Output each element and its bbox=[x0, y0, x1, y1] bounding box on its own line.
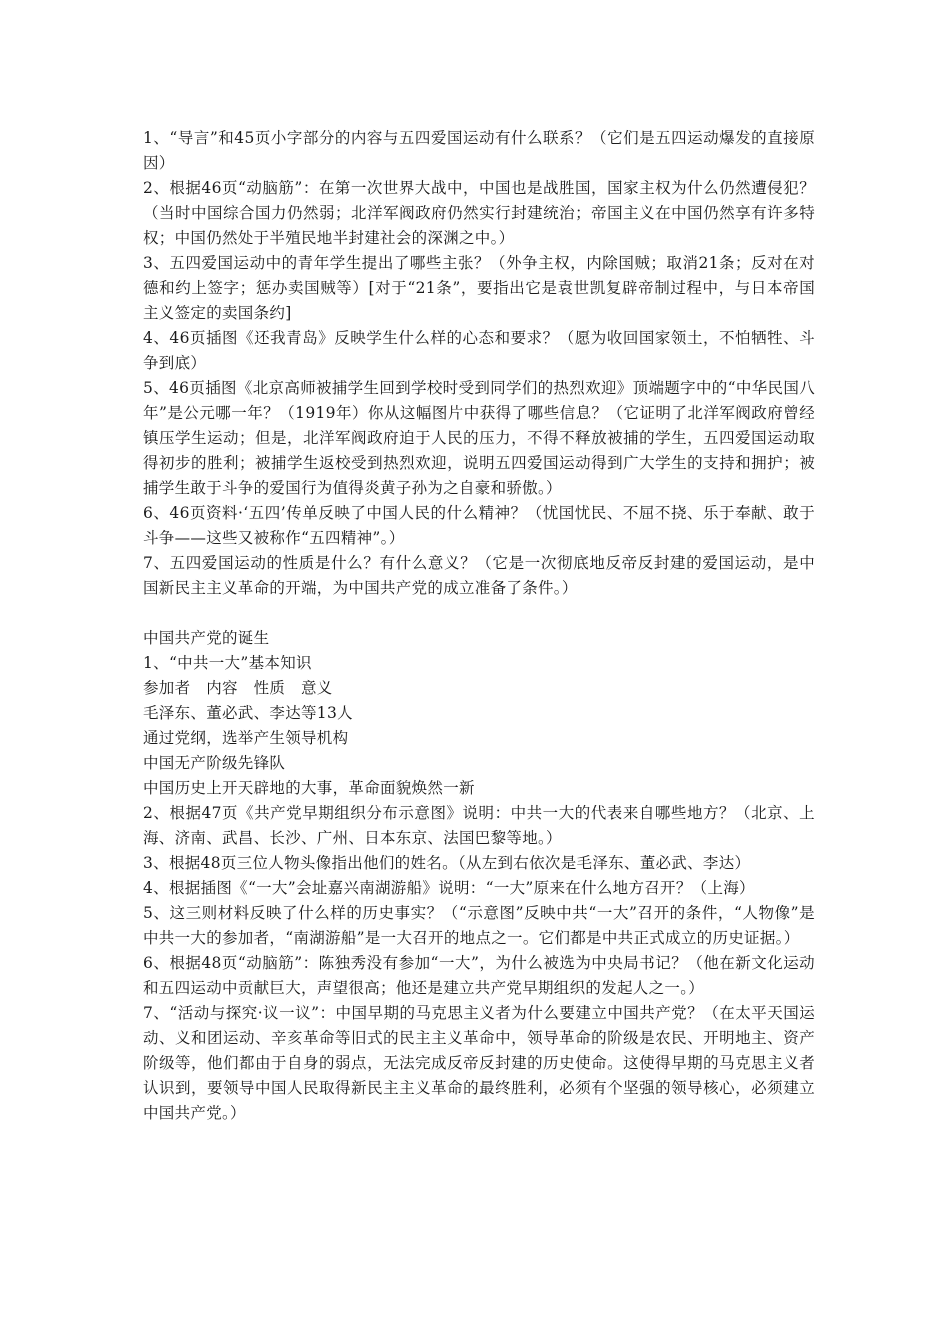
paragraph-s2-9: 4、根据插图《“一大”会址嘉兴南湖游船》说明：“一大”原来在什么地方召开？（上海） bbox=[143, 879, 755, 897]
paragraph-s2-3: 毛泽东、董必武、李达等13人 bbox=[143, 704, 353, 722]
paragraph-s2-6: 中国历史上开天辟地的大事，革命面貌焕然一新 bbox=[143, 779, 475, 797]
paragraph-s2-5: 中国无产阶级先锋队 bbox=[143, 754, 286, 772]
paragraph-s2-7: 2、根据47页《共产党早期组织分布示意图》说明：中共一大的代表来自哪些地方？（北京、上海、济南、武昌、长沙、广州、日本东京、法国巴黎等地。） bbox=[143, 804, 815, 847]
paragraph-s2-10: 5、这三则材料反映了什么样的历史事实？（“示意图”反映中共“一大”召开的条件，“人物像”是中共一大的参加者，“南湖游船”是一大召开的地点之一。它们都是中共正式成立的历史证据。） bbox=[143, 904, 815, 947]
section-title: 中国共产党的诞生 bbox=[143, 629, 270, 647]
paragraph-s2-4: 通过党纲，选举产生领导机构 bbox=[143, 729, 349, 747]
paragraph-s1-1: 1、“导言”和45页小字部分的内容与五四爱国运动有什么联系？（它们是五四运动爆发的直接原因） bbox=[143, 129, 815, 172]
paragraph-s1-3: 3、五四爱国运动中的青年学生提出了哪些主张？（外争主权，内除国贼；取消21条；反对在对德和约上签字；惩办卖国贼等）[对于“21条”，要指出它是袁世凯复辟帝制过程中，与日本帝国主义签定的卖国条约] bbox=[143, 254, 815, 322]
paragraph-s2-2: 参加者 内容 性质 意义 bbox=[143, 679, 333, 697]
paragraph-s2-12: 7、“活动与探究·议一议”：中国早期的马克思主义者为什么要建立中国共产党？（在太平天国运动、义和团运动、辛亥革命等旧式的民主主义革命中，领导革命的阶级是农民、开明地主、资产阶级等，他们都由于自身的弱点，无法完成反帝反封建的历史使命。这使得早期的马克思主义者认识到，要领导中国人民取得新民主主义革命的最终胜利，必须有个坚强的领导核心，必须建立中国共产党。） bbox=[143, 1004, 815, 1122]
paragraph-s1-5: 5、46页插图《北京高师被捕学生回到学校时受到同学们的热烈欢迎》顶端题字中的“中华民国八年”是公元哪一年？（1919年）你从这幅图片中获得了哪些信息？（它证明了北洋军阀政府曾经镇压学生运动；但是，北洋军阀政府迫于人民的压力，不得不释放被捕的学生，五四爱国运动取得初步的胜利；被捕学生返校受到热烈欢迎，说明五四爱国运动得到广大学生的支持和拥护；被捕学生敢于斗争的爱国行为值得炎黄子孙为之自豪和骄傲。） bbox=[143, 379, 815, 497]
paragraph-s2-8: 3、根据48页三位人物头像指出他们的姓名。（从左到右依次是毛泽东、董必武、李达） bbox=[143, 854, 751, 872]
paragraph-s1-4: 4、46页插图《还我青岛》反映学生什么样的心态和要求？（愿为收回国家领土，不怕牺牲、斗争到底） bbox=[143, 329, 815, 372]
paragraph-s2-11: 6、根据48页“动脑筋”：陈独秀没有参加“一大”，为什么被选为中央局书记？（他在新文化运动和五四运动中贡献巨大，声望很高；他还是建立共产党早期组织的发起人之一。） bbox=[143, 954, 815, 997]
section-gap bbox=[143, 601, 815, 626]
paragraph-s2-1: 1、“中共一大”基本知识 bbox=[143, 654, 312, 672]
paragraph-s1-7: 7、五四爱国运动的性质是什么？有什么意义？（它是一次彻底地反帝反封建的爱国运动，是中国新民主主义革命的开端，为中国共产党的成立准备了条件。） bbox=[143, 554, 815, 597]
paragraph-s1-2: 2、根据46页“动脑筋”：在第一次世界大战中，中国也是战胜国，国家主权为什么仍然遭侵犯？（当时中国综合国力仍然弱；北洋军阀政府仍然实行封建统治；帝国主义在中国仍然享有许多特权；中国仍然处于半殖民地半封建社会的深渊之中。） bbox=[143, 179, 815, 247]
document-body bbox=[143, 126, 815, 1126]
paragraph-s1-6: 6、46页资料·‘五四’传单反映了中国人民的什么精神？（忧国忧民、不屈不挠、乐于奉献、敢于斗争——这些又被称作“五四精神”。） bbox=[143, 504, 815, 547]
